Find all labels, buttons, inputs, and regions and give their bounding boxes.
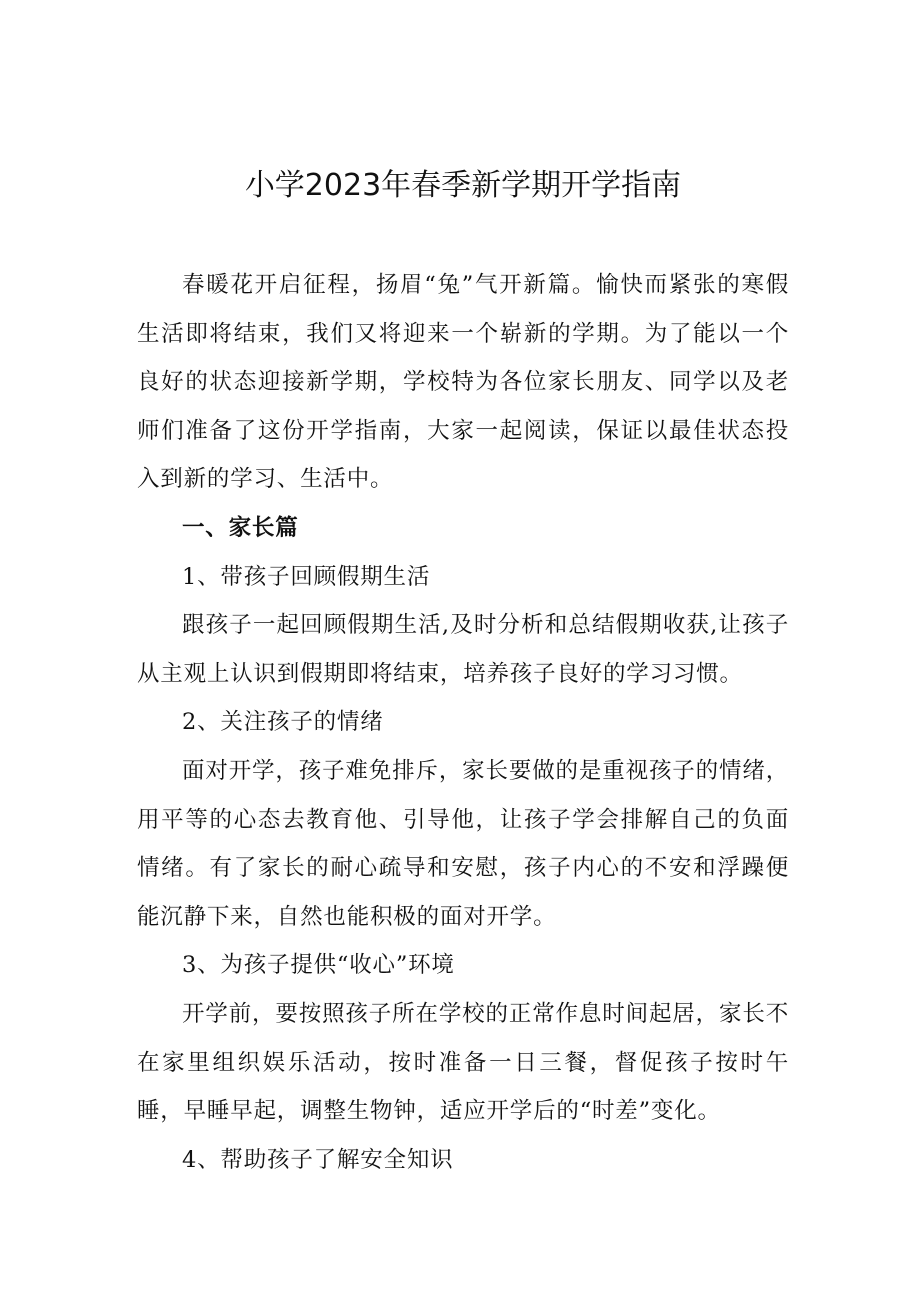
item-text-1: 跟孩子一起回顾假期生活,及时分析和总结假期收获,让孩子从主观上认识到假期即将结束，培养孩子良好的学习习惯。 [137,612,789,687]
document-title: 小学2023年春季新学期开学指南 [244,168,682,203]
item-text-3: 开学前，要按照孩子所在学校的正常作息时间起居，家长不在家里组织娱乐活动，按时准备一日三餐，督促孩子按时午睡，早睡早起，调整生物钟，适应开学后的“时差”变化。 [137,1000,789,1125]
item-title-1: 1、带孩子回顾假期生活 [182,563,431,590]
item-title-3: 3、为孩子提供“收心”环境 [182,952,455,979]
item-title-2: 2、关注孩子的情绪 [182,709,384,736]
item-title-4: 4、帮助孩子了解安全知识 [182,1146,454,1173]
document-body [137,261,789,1184]
intro-paragraph: 春暖花开启征程，扬眉“兔”气开新篇。愉快而紧张的寒假生活即将结束，我们又将迎来一个崭新的学期。为了能以一个良好的状态迎接新学期，学校特为各位家长朋友、同学以及老师们准备了这份开学指南，大家一起阅读，保证以最佳状态投入到新的学习、生活中。 [137,272,789,493]
section-heading-parents: 一、家长篇 [182,514,299,541]
item-text-2: 面对开学，孩子难免排斥，家长要做的是重视孩子的情绪，用平等的心态去教育他、引导他，让孩子学会排解自己的负面情绪。有了家长的耐心疏导和安慰，孩子内心的不安和浮躁便能沉静下来，自然也能积极的面对开学。 [137,757,789,930]
